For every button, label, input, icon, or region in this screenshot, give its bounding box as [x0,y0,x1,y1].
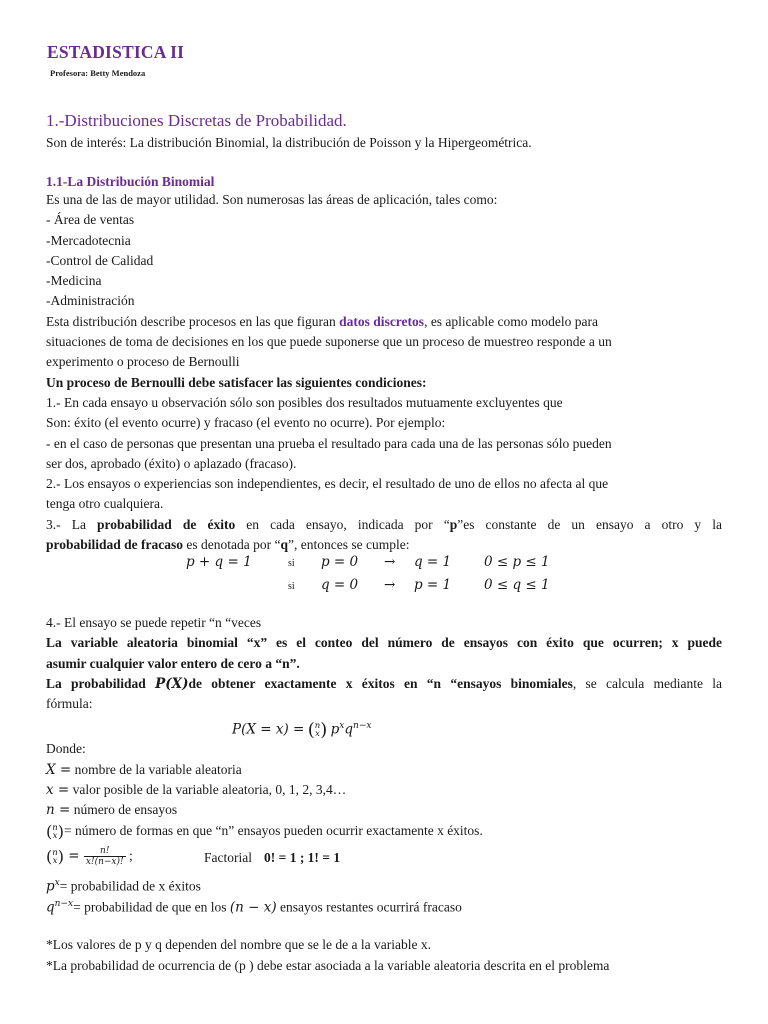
section-heading-1-1: 1.1-La Distribución Binomial [46,174,215,189]
def-x: x = valor posible de la variable aleatoria, 0, 1, 2, 3,4… [46,782,347,798]
area-item: -Administración [46,293,135,309]
eq-range-1: 0 ≤ p ≤ 1 [484,554,550,570]
condition-1-example-cont: ser dos, aprobado (éxito) o aplazado (fracaso). [46,455,297,471]
section-intro: Son de interés: La distribución Binomial, la distribución de Poisson y la Hipergeométrica. [46,135,532,150]
condition-1: 1.- En cada ensayo u observación sólo son posibles dos resultados mutuamente excluyentes que [46,394,563,410]
factorial-values: 0! = 1 ; 1! = 1 [264,850,341,865]
eq-p-plus-q: p + q = 1 [186,554,252,570]
eq-si-2: si [288,581,295,592]
description-line-3: experimento o proceso de Bernoulli [46,354,240,370]
def-X: X = nombre de la variable aleatoria [46,762,242,778]
def-px: $p^x=$ probabilidad de x éxitos [46,878,201,895]
eq-res-1: q = 1 [414,554,452,570]
binomial-formula: P(X = x) = ( n x ) $p^xq^{n-x}$ [232,719,372,741]
area-item: - Área de ventas [46,212,135,228]
variable-def-cont: asumir cualquier valor entero de cero a “n”. [46,655,300,671]
eq-range-2: 0 ≤ q ≤ 1 [484,577,550,593]
note-2: *La probabilidad de ocurrencia de (p ) debe estar asociada a la variable aleatoria descrita en el problema [46,958,610,973]
description-line-2: situaciones de toma de decisiones en los que puede suponerse que un proceso de muestreo responde a un [46,334,612,350]
probability-def-cont: fórmula: [46,696,93,712]
def-binom: ( n x )= número de formas en que “n” ensayos pueden ocurrir exactamente x éxitos. [46,821,483,841]
eq-res-2: p = 1 [414,577,452,593]
variable-def: La variable aleatoria binomial “x” es el conteo del número de ensayos con éxito que ocurren; x puede [46,635,722,651]
note-1: *Los valores de p y q dependen del nombre que se le de a la variable x. [46,937,431,952]
condition-4: 4.- El ensayo se puede repetir “n “veces [46,615,262,630]
eq-si-1: si [288,558,295,569]
area-item: -Medicina [46,273,102,289]
section-heading-1: 1.-Distribuciones Discretas de Probabilidad. [46,111,347,130]
page-title: ESTADISTICA II [47,42,185,62]
eq-arrow-2: → [384,577,396,593]
professor-name: Profesora: Betty Mendoza [50,68,146,78]
factorial-label: Factorial [204,850,252,865]
def-n: n = número de ensayos [46,802,178,818]
condition-2: 2.- Los ensayos o experiencias son independientes, es decir, el resultado de uno de ellos no afecta al que [46,476,609,492]
binomial-body [46,190,722,555]
eq-cond-2: q = 0 [321,577,359,593]
binomial-coefficient: n x [314,721,321,740]
highlight-datos-discretos: datos discretos [339,313,425,329]
bernoulli-heading: Un proceso de Bernoulli debe satisfacer las siguientes condiciones: [46,374,427,390]
area-item: -Mercadotecnia [46,232,131,248]
binomial-body-2 [46,613,722,714]
probability-def: La probabilidad P(X)de obtener exactamente x éxitos en “n “ensayos binomiales, se calcula mediante la [46,675,723,692]
condition-1-example: - en el caso de personas que presentan una prueba el resultado para cada una de las personas sólo pueden [46,435,612,451]
donde-label: Donde: [46,741,86,756]
eq-arrow-1: → [384,554,396,570]
eq-cond-1: p = 0 [321,554,359,570]
condition-2-cont: tenga otro cualquiera. [46,496,164,512]
condition-1-cont: Son: éxito (el evento ocurre) y fracaso (el evento no ocurre). Por ejemplo: [46,415,446,431]
factorial-fraction: $\frac{n!}{x!(n-x)!}$ [85,846,124,868]
area-item: -Control de Calidad [46,252,154,268]
condition-3: 3.- La probabilidad de éxito en cada ensayo, indicada por “p”es constante de un ensayo a otro y la [46,516,723,532]
description-line-1: Esta distribución describe procesos en las que figuran datos discretos, es aplicable como modelo para [46,313,598,329]
binomial-lead: Es una de las de mayor utilidad. Son numerosas las áreas de aplicación, tales como: [46,192,498,207]
condition-3-cont: probabilidad de fracaso es denotada por “q”, entonces se cumple: [46,537,410,553]
def-factorial: ( n x ) = $\frac{n!}{x!(n-x)!}$ ; [46,846,133,868]
def-qnx: $q^{n-x}=$ probabilidad de que en los (n − x) ensayos restantes ocurrirá fracaso [46,899,462,916]
